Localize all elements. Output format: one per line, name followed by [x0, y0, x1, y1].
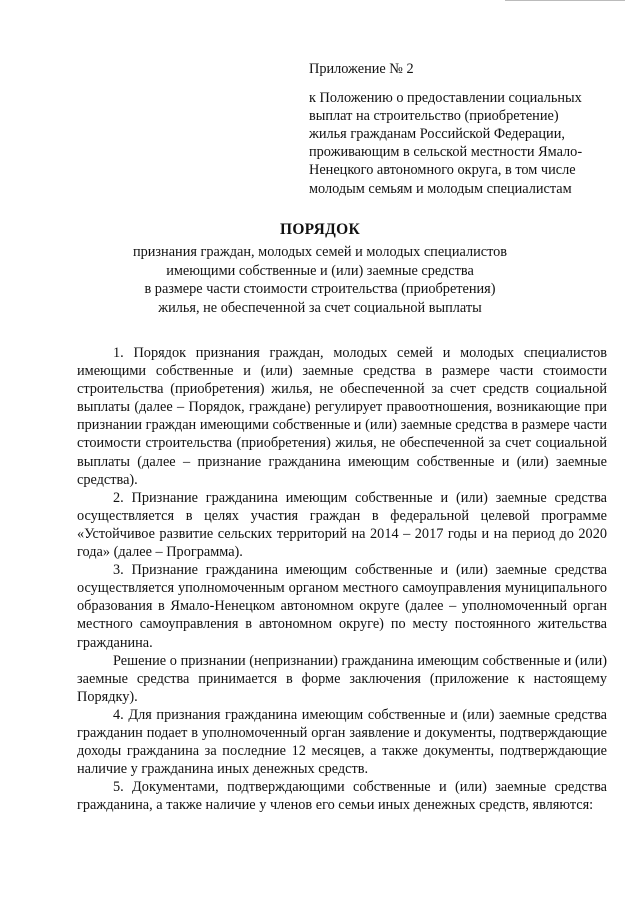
paragraph-4: 4. Для признания гражданина имеющим собственные и (или) заемные средства гражданин подает в уполномоченный орган заявление и документы, подтверждающие доходы гражданина за последние 12 месяцев, а также документы, подтверждающие наличие у гражданина иных денежных средств.: [77, 706, 607, 778]
paragraph-3: 3. Признание гражданина имеющим собственные и (или) заемные средства осуществляется уполномоченным органом местного самоуправления муниципального образования в Ямало-Ненецком автономном округе (далее – уполномоченный орган местного самоуправления в автономном округе) по месту постоянного жительства гражданина.: [77, 562, 607, 651]
appendix-line: Ненецкого автономного округа, в том числе: [309, 162, 576, 179]
title-line: в размере части стоимости строительства (приобретения): [144, 281, 496, 297]
appendix-number: Приложение № 2: [309, 61, 414, 77]
appendix-line: выплат на строительство (приобретение): [309, 108, 559, 125]
title-subtitle: [40, 243, 600, 317]
title-line: жилья, не обеспеченной за счет социальной выплаты: [158, 299, 482, 316]
top-edge-rule: [505, 0, 625, 1]
appendix-line: проживающим в сельской местности Ямало-: [309, 144, 583, 161]
paragraph-5: 5. Документами, подтверждающими собственные и (или) заемные средства гражданина, а также наличие у членов его семьи иных денежных средств, являются:: [77, 779, 607, 814]
title-heading: ПОРЯДОК: [279, 221, 361, 238]
paragraph-decision: Решение о признании (непризнании) гражданина имеющим собственные и (или) заемные средства принимается в форме заключения (приложение к настоящему Порядку).: [77, 652, 607, 705]
appendix-line: молодым семьям и молодым специалистам: [309, 180, 572, 197]
appendix-line: жилья гражданам Российской Федерации,: [309, 126, 565, 143]
title-line: имеющими собственные и (или) заемные средства: [166, 262, 474, 279]
document-body: [77, 344, 607, 814]
paragraph-1: 1. Порядок признания граждан, молодых семей и молодых специалистов имеющими собственные и (или) заемные средства в размере части стоимости строительства (приобретения) жилья, не обеспеченной за счет средств социальной выплаты (далее – Порядок, граждане) регулирует правоотношения, возникающие при признании граждан имеющими собственные и (или) заемные средства в размере части стоимости строительства (приобретения) жилья, не обеспеченной за счет социальной выплаты (далее – признание гражданина имеющим собственные и (или) заемные средства).: [77, 345, 607, 488]
appendix-line: к Положению о предоставлении социальных: [309, 90, 582, 107]
appendix-block: [309, 60, 609, 198]
title-line: признания граждан, молодых семей и молодых специалистов: [132, 244, 508, 260]
paragraph-2: 2. Признание гражданина имеющим собственные и (или) заемные средства осуществляется в целях участия граждан в федеральной целевой программе «Устойчивое развитие сельских территорий на 2014 – 2017 годы и на период до 2020 года» (далее – Программа).: [77, 489, 607, 561]
